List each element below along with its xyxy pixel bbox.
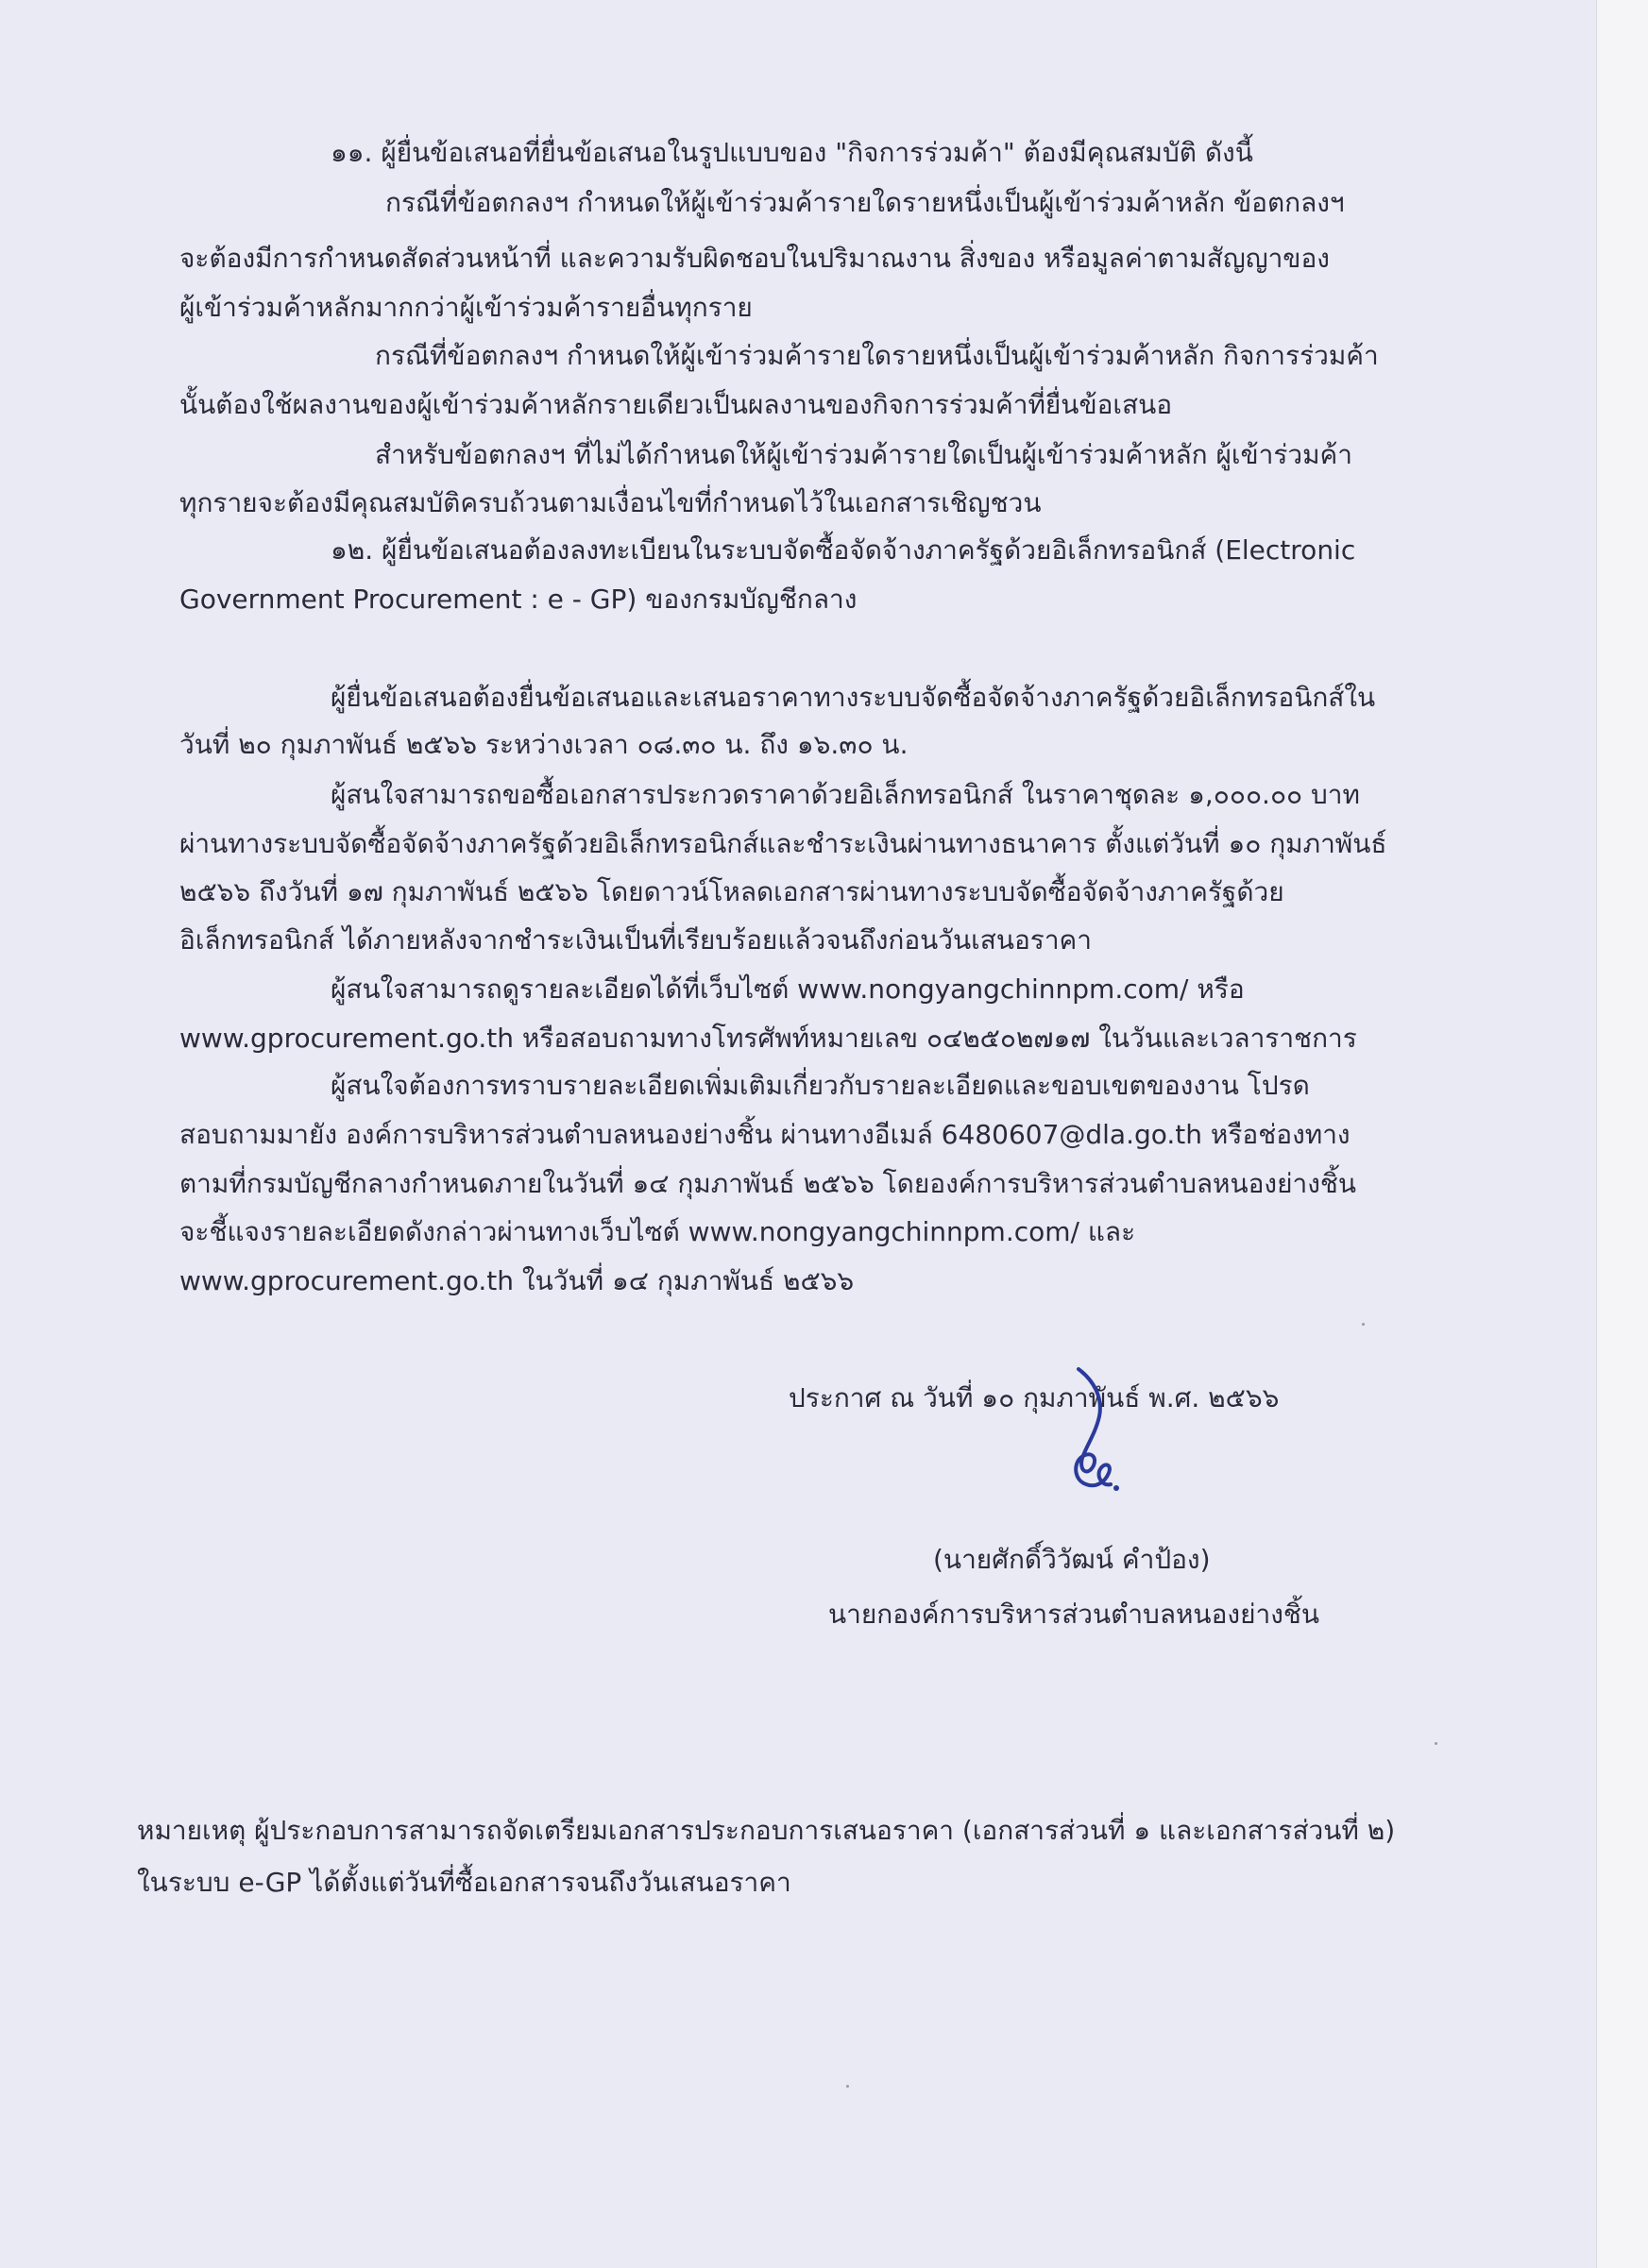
website-paragraph-line1: ผู้สนใจสามารถดูรายละเอียดได้ที่เว็บไซต์ www.nongyangchinnpm.com/ หรือ: [331, 973, 1245, 1005]
signer-title: นายกองค์การบริหารส่วนตำบลหนองย่างชิ้น: [828, 1599, 1320, 1630]
scan-speck: [1435, 1742, 1437, 1745]
clause-11-intro: ๑๑. ผู้ยื่นข้อเสนอที่ยื่นข้อเสนอในรูปแบบของ "กิจการร่วมค้า" ต้องมีคุณสมบัติ ดังนี้: [331, 137, 1253, 168]
signer-name: (นายศักดิ์วิวัฒน์ คำป้อง): [933, 1544, 1211, 1575]
scan-speck: [1362, 1323, 1365, 1326]
clause-12-line2: Government Procurement : e - GP) ของกรมบัญชีกลาง: [179, 584, 858, 615]
clause-11-c-line1: สำหรับข้อตกลงฯ ที่ไม่ได้กำหนดให้ผู้เข้าร่วมค้ารายใดเป็นผู้เข้าร่วมค้าหลัก ผู้เข้าร่วมค้า: [375, 439, 1352, 470]
inquiry-paragraph-line2: สอบถามมายัง องค์การบริหารส่วนตำบลหนองย่างชิ้น ผ่านทางอีเมล์ 6480607@dla.go.th หรือช่องทาง: [179, 1119, 1351, 1150]
announcement-date: ประกาศ ณ วันที่ ๑๐ กุมภาพันธ์ พ.ศ. ๒๕๖๖: [789, 1382, 1280, 1413]
clause-11-b-line1: กรณีที่ข้อตกลงฯ กำหนดให้ผู้เข้าร่วมค้ารายใดรายหนึ่งเป็นผู้เข้าร่วมค้าหลัก กิจการร่วมค้า: [375, 340, 1379, 371]
clause-11-c-line2: ทุกรายจะต้องมีคุณสมบัติครบถ้วนตามเงื่อนไขที่กำหนดไว้ในเอกสารเชิญชวน: [179, 487, 1042, 518]
purchase-paragraph-line4: อิเล็กทรอนิกส์ ได้ภายหลังจากชำระเงินเป็นที่เรียบร้อยแล้วจนถึงก่อนวันเสนอราคา: [179, 924, 1092, 956]
submission-paragraph-line1: ผู้ยื่นข้อเสนอต้องยื่นข้อเสนอและเสนอราคาทางระบบจัดซื้อจัดจ้างภาครัฐด้วยอิเล็กทรอนิกส์ใน: [331, 682, 1376, 713]
clause-11-a-line2: จะต้องมีการกำหนดสัดส่วนหน้าที่ และความรับผิดชอบในปริมาณงาน สิ่งของ หรือมูลค่าตามสัญญาของ: [179, 243, 1330, 274]
purchase-paragraph-line2: ผ่านทางระบบจัดซื้อจัดจ้างภาครัฐด้วยอิเล็กทรอนิกส์และชำระเงินผ่านทางธนาคาร ตั้งแต่วันที่ ๑๐ กุมภาพันธ์: [179, 828, 1387, 859]
clause-12-line1: ๑๒. ผู้ยื่นข้อเสนอต้องลงทะเบียนในระบบจัดซื้อจัดจ้างภาครัฐด้วยอิเล็กทรอนิกส์ (Electronic: [331, 534, 1356, 566]
handwritten-signature: [1020, 1360, 1152, 1520]
scan-speck: [846, 2085, 849, 2088]
clause-11-b-line2: นั้นต้องใช้ผลงานของผู้เข้าร่วมค้าหลักรายเดียวเป็นผลงานของกิจการร่วมค้าที่ยื่นข้อเสนอ: [179, 389, 1173, 420]
website-paragraph-line2: www.gprocurement.go.th หรือสอบถามทางโทรศัพท์หมายเลข ๐๔๒๕๐๒๗๑๗ ในวันและเวลาราชการ: [179, 1023, 1357, 1054]
purchase-paragraph-line3: ๒๕๖๖ ถึงวันที่ ๑๗ กุมภาพันธ์ ๒๕๖๖ โดยดาวน์โหลดเอกสารผ่านทางระบบจัดซื้อจัดจ้างภาครัฐด้วย: [179, 876, 1284, 907]
inquiry-paragraph-line3: ตามที่กรมบัญชีกลางกำหนดภายในวันที่ ๑๔ กุมภาพันธ์ ๒๕๖๖ โดยองค์การบริหารส่วนตำบลหนองย่างชิ้น: [179, 1168, 1357, 1199]
inquiry-paragraph-line4: จะชี้แจงรายละเอียดดังกล่าวผ่านทางเว็บไซต์ www.nongyangchinnpm.com/ และ: [179, 1216, 1136, 1247]
clause-11-a-line3: ผู้เข้าร่วมค้าหลักมากกว่าผู้เข้าร่วมค้ารายอื่นทุกราย: [179, 292, 753, 323]
inquiry-paragraph-line1: ผู้สนใจต้องการทราบรายละเอียดเพิ่มเติมเกี่ยวกับรายละเอียดและขอบเขตของงาน โปรด: [331, 1070, 1310, 1101]
note-line1: หมายเหตุ ผู้ประกอบการสามารถจัดเตรียมเอกสารประกอบการเสนอราคา (เอกสารส่วนที่ ๑ และเอกสารส่วนที่ ๒): [137, 1815, 1396, 1846]
note-line2: ในระบบ e-GP ได้ตั้งแต่วันที่ซื้อเอกสารจนถึงวันเสนอราคา: [137, 1867, 791, 1898]
purchase-paragraph-line1: ผู้สนใจสามารถขอซื้อเอกสารประกวดราคาด้วยอิเล็กทรอนิกส์ ในราคาชุดละ ๑,๐๐๐.๐๐ บาท: [331, 779, 1360, 810]
clause-11-a-line1: กรณีที่ข้อตกลงฯ กำหนดให้ผู้เข้าร่วมค้ารายใดรายหนึ่งเป็นผู้เข้าร่วมค้าหลัก ข้อตกลงฯ: [385, 187, 1345, 218]
scan-edge: [1596, 0, 1648, 2268]
submission-paragraph-line2: วันที่ ๒๐ กุมภาพันธ์ ๒๕๖๖ ระหว่างเวลา ๐๘.๓๐ น. ถึง ๑๖.๓๐ น.: [179, 729, 909, 760]
inquiry-paragraph-line5: www.gprocurement.go.th ในวันที่ ๑๔ กุมภาพันธ์ ๒๕๖๖: [179, 1265, 855, 1296]
